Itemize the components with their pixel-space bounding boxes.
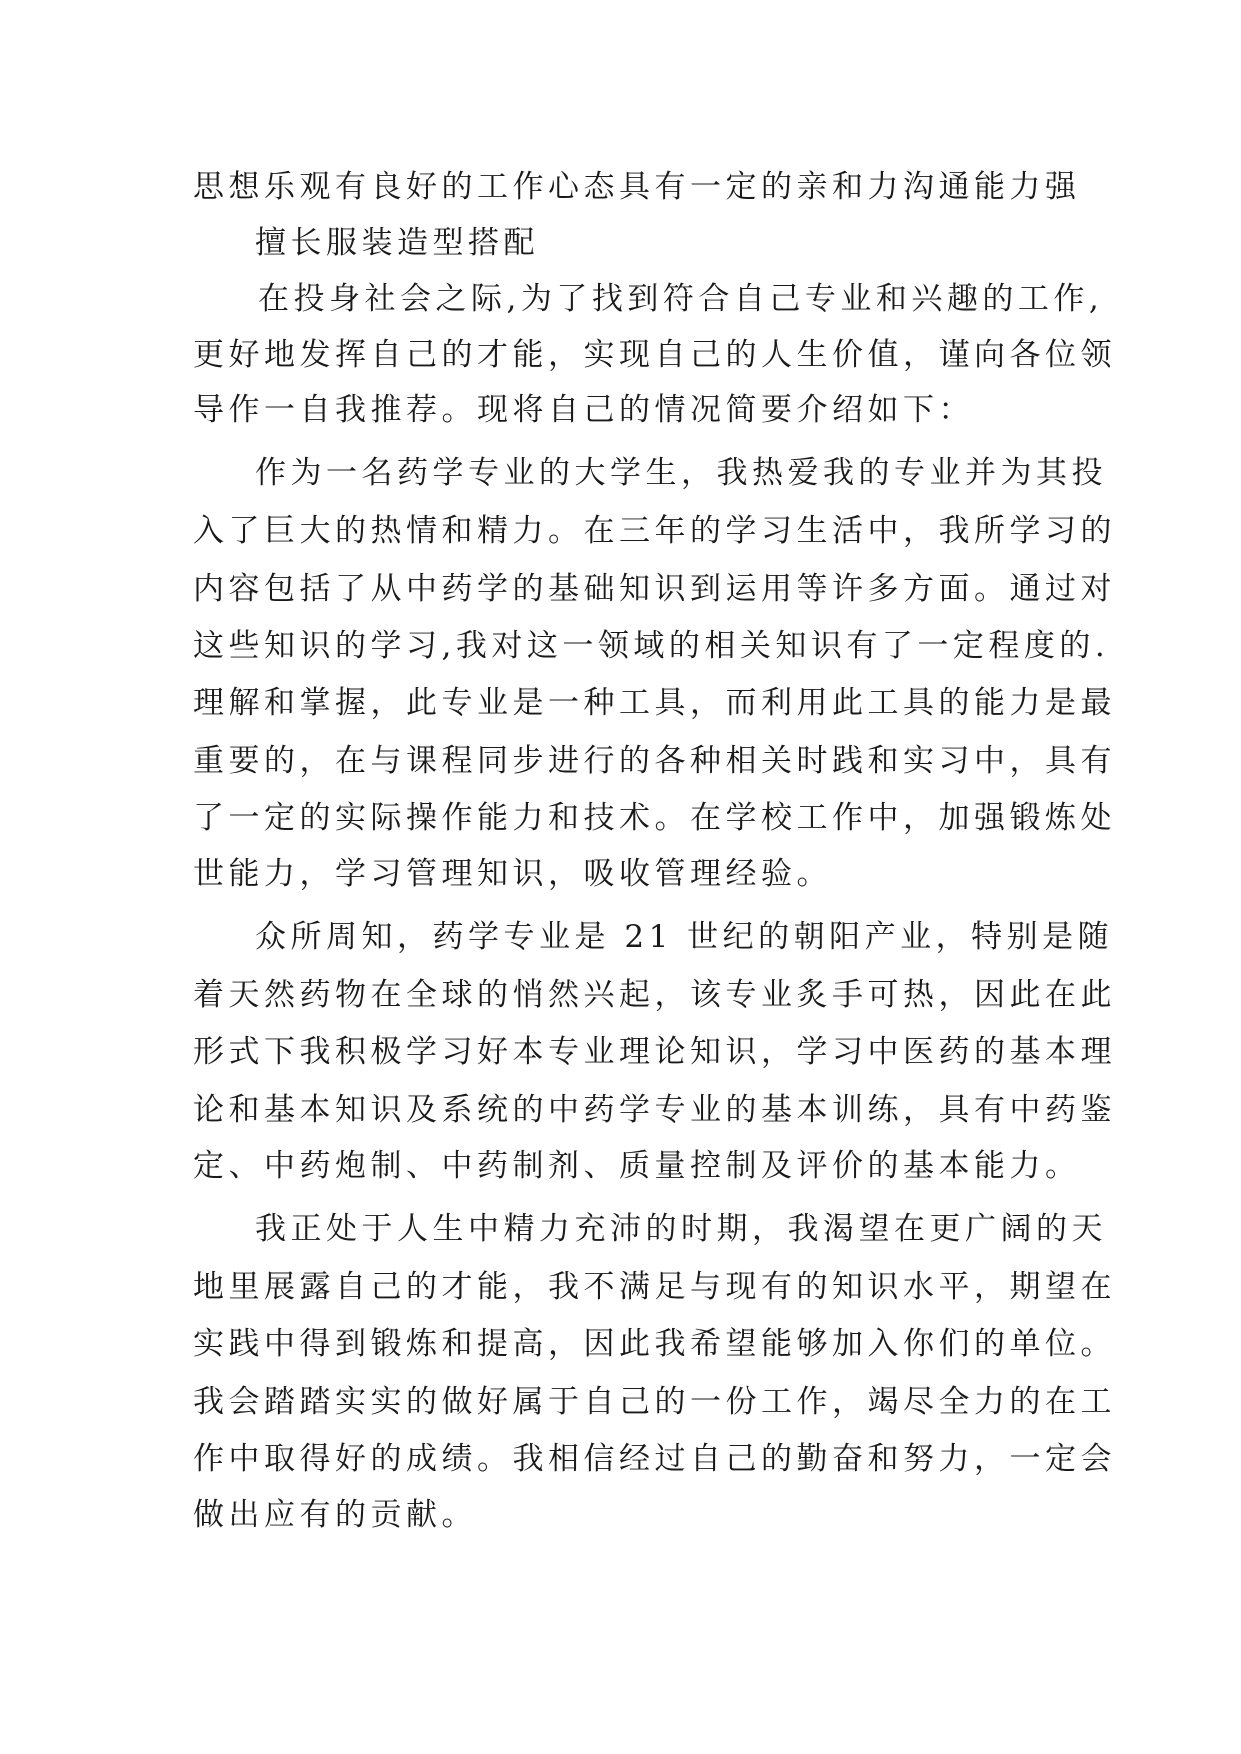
text-line-17: 论和基本知识及系统的中药学专业的基本训练，具有中药鉴	[193, 1092, 1116, 1128]
text-line-2: 擅长服装造型搭配	[255, 225, 539, 261]
text-line-22: 我会踏踏实实的做好属于自己的一份工作，竭尽全力的在工	[193, 1384, 1116, 1420]
text-line-10: 理解和掌握，此专业是一种工具，而利用此工具的能力是最	[193, 685, 1116, 721]
text-line-5: 导作一自我推荐。现将自己的情况简要介绍如下：	[193, 392, 974, 428]
text-line-16: 形式下我积极学习好本专业理论知识，学习中医药的基本理	[193, 1034, 1116, 1070]
text-line-21: 实践中得到锻炼和提高，因此我希望能够加入你们的单位。	[193, 1326, 1116, 1362]
text-line-8: 内容包括了从中药学的基础知识到运用等许多方面。通过对	[193, 571, 1116, 607]
text-line-23: 作中取得好的成绩。我相信经过自己的勤奋和努力，一定会	[193, 1441, 1116, 1477]
text-line-15: 着天然药物在全球的悄然兴起，该专业炙手可热，因此在此	[193, 977, 1116, 1013]
text-line-24: 做出应有的贡献。	[193, 1497, 477, 1533]
text-line-4: 更好地发挥自己的才能，实现自己的人生价值，谨向各位领	[193, 337, 1116, 373]
text-line-13: 世能力，学习管理知识，吸收管理经验。	[193, 856, 832, 892]
text-line-6: 作为一名药学专业的大学生，我热爱我的专业并为其投	[255, 455, 1107, 491]
text-line-20: 地里展露自己的才能，我不满足与现有的知识水平，期望在	[193, 1269, 1116, 1305]
text-line-9: 这些知识的学习,我对这一领域的相关知识有了一定程度的.	[193, 628, 1110, 664]
text-line-7: 入了巨大的热情和精力。在三年的学习生活中，我所学习的	[193, 513, 1116, 549]
text-line-12: 了一定的实际操作能力和技术。在学校工作中，加强锻炼处	[193, 800, 1116, 836]
text-line-1: 思想乐观有良好的工作心态具有一定的亲和力沟通能力强	[193, 169, 1081, 205]
text-line-3: 在投身社会之际,为了找到符合自己专业和兴趣的工作,	[258, 281, 1104, 317]
text-line-14: 众所周知，药学专业是 21 世纪的朝阳产业，特别是随	[255, 919, 1114, 955]
text-line-18: 定、中药炮制、中药制剂、质量控制及评价的基本能力。	[193, 1148, 1081, 1184]
text-line-11: 重要的，在与课程同步进行的各种相关时践和实习中，具有	[193, 743, 1116, 779]
text-line-19: 我正处于人生中精力充沛的时期，我渴望在更广阔的天	[255, 1211, 1107, 1247]
